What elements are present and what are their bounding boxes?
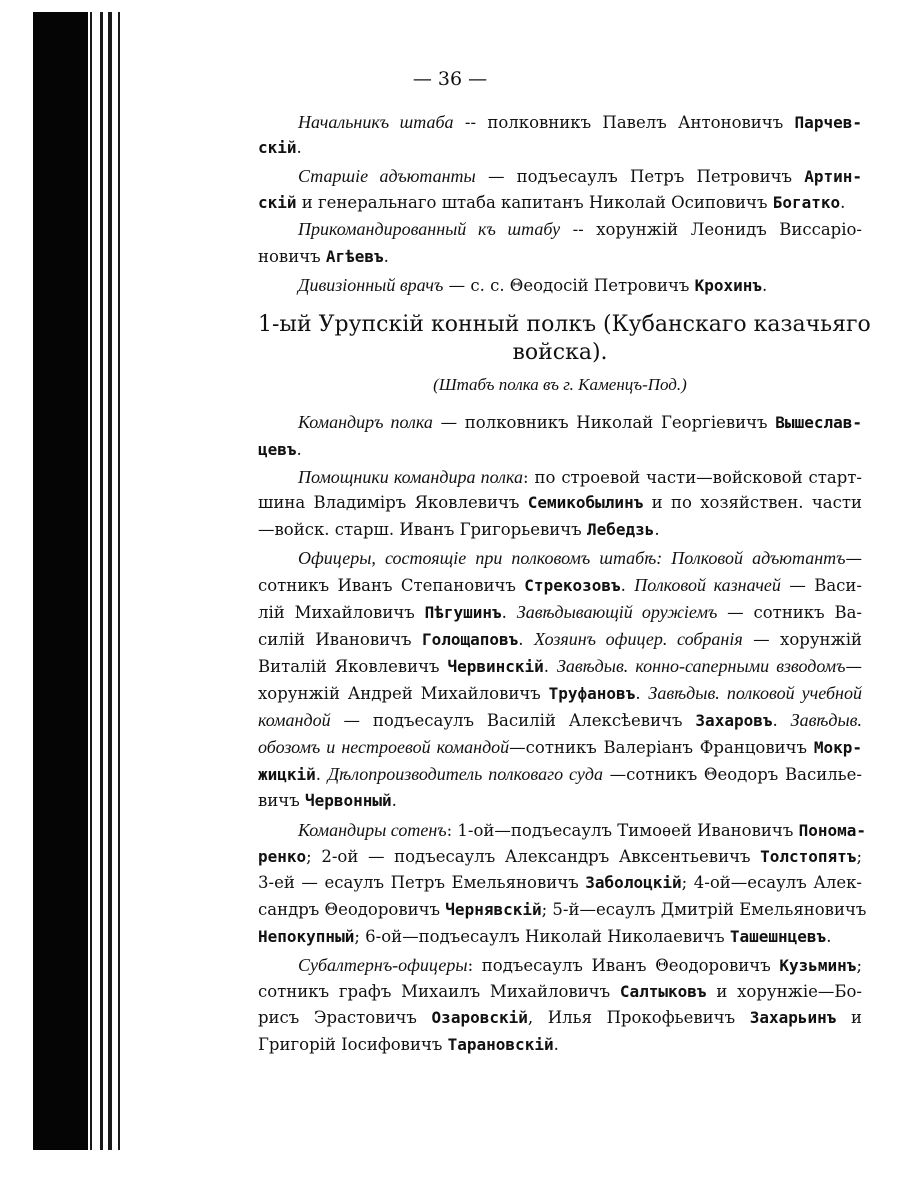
text-run: . — [762, 276, 768, 295]
text-run: лій Михайловичъ — [258, 603, 425, 622]
text-line — [298, 820, 866, 841]
text-run: новичъ — [258, 247, 326, 266]
text-line — [258, 900, 867, 920]
text-line — [258, 764, 862, 785]
binding-streak — [108, 12, 112, 1150]
text-run: 3-ей — есаулъ Петръ Емельяновичъ — [258, 873, 586, 892]
text-run: . — [296, 440, 302, 459]
text-run: : 1-ой—подъесаулъ Тимоѳей Ивановичъ — [446, 821, 799, 840]
italic-role-label: Прикомандированный къ штабу — [298, 219, 561, 239]
text-run: Виталій Яковлевичъ — [258, 657, 448, 676]
text-run: . — [826, 927, 832, 946]
text-line — [298, 166, 862, 187]
bold-surname: Богатко — [772, 193, 841, 212]
bold-surname: Червинскій — [447, 657, 544, 676]
page-number: — 36 — — [412, 68, 488, 90]
text-run: — подъесаулъ Василій Алексѣевичъ — [330, 711, 696, 730]
text-run: ; 6-ой—подъесаулъ Николай Николаевичъ — [354, 927, 730, 946]
bold-surname: Лебедзь — [586, 520, 655, 539]
text-run: —войск. старш. Иванъ Григорьевичъ — [258, 520, 587, 539]
text-line — [258, 737, 862, 758]
text-run: и хорунжіе—Бо- — [706, 982, 862, 1001]
italic-role-label: Завѣдыв. конно-саперными взводомъ — [556, 656, 846, 676]
italic-role-label: Субалтернъ-офицеры — [298, 955, 468, 975]
text-line — [298, 219, 862, 240]
text-run: — — [845, 549, 862, 568]
bold-surname: скій — [258, 193, 297, 212]
text-run: . — [543, 657, 557, 676]
italic-role-label: Помощники командира полка — [298, 467, 524, 487]
text-run: . — [315, 765, 328, 784]
bold-surname: Семикобылинъ — [527, 493, 644, 512]
text-line — [258, 520, 862, 540]
bold-surname: ренко — [258, 847, 307, 866]
text-run: Григорій Іосифовичъ — [258, 1035, 448, 1054]
text-run: — хорунжій — [742, 630, 862, 649]
bold-surname: Ташешнцевъ — [729, 927, 827, 946]
italic-role-label: Дивизіонный врачъ — [298, 275, 444, 295]
text-line — [258, 982, 862, 1002]
bold-surname: Стрекозовъ — [524, 576, 621, 595]
text-run: и — [836, 1008, 863, 1027]
text-line — [258, 710, 862, 731]
bold-surname: Захаровъ — [695, 711, 773, 730]
bold-surname: Пѣгушинъ — [424, 603, 502, 622]
bold-surname: Заболоцкій — [585, 873, 682, 892]
text-run: . — [518, 630, 534, 649]
text-run: хорунжій Андрей Михайловичъ — [258, 684, 549, 703]
text-line — [298, 548, 862, 569]
bold-surname: Захарьинъ — [749, 1008, 837, 1027]
binding-streak — [90, 12, 92, 1150]
text-run: и генеральнаго штаба капитанъ Николай Осиповичъ — [296, 193, 773, 212]
text-line — [258, 847, 862, 867]
section-heading-line-2: войска). — [512, 340, 608, 365]
text-run: —сотникъ Θеодоръ Василье- — [602, 765, 862, 784]
text-run: — полковникъ Николай Георгіевичъ — [432, 413, 776, 432]
bold-surname: жицкій — [258, 765, 316, 784]
text-line — [258, 247, 862, 267]
text-line — [258, 493, 862, 513]
bold-surname: Тарановскій — [447, 1035, 554, 1054]
text-line — [258, 791, 862, 811]
bold-surname: Озаровскій — [431, 1008, 528, 1027]
text-line — [298, 412, 862, 433]
text-run: . — [654, 520, 660, 539]
bold-surname: цевъ — [258, 440, 297, 459]
bold-surname: Мокр- — [813, 738, 862, 757]
bold-surname: Непокупный — [258, 927, 355, 946]
bold-surname: скій — [258, 138, 297, 157]
binding-streak — [100, 12, 103, 1150]
text-run: . — [383, 247, 389, 266]
italic-role-label: Хозяинъ офицер. собранія — [533, 629, 743, 649]
binding-streak — [118, 12, 120, 1150]
bold-surname: Вышеслав- — [775, 413, 862, 432]
text-run: сотникъ Иванъ Степановичъ — [258, 576, 525, 595]
text-run: ; 5-й—есаулъ Дмитрій Емельяновичъ — [541, 900, 867, 919]
text-run: сотникъ графъ Михаилъ Михайловичъ — [258, 982, 620, 1001]
text-line — [258, 927, 862, 947]
text-line — [258, 629, 862, 650]
text-run: сандръ Θеодоровичъ — [258, 900, 446, 919]
text-run: — с. с. Θеодосій Петровичъ — [443, 276, 695, 295]
text-run: , Илья Прокофьевичъ — [527, 1008, 750, 1027]
italic-role-label: Завѣдывающій оружіемъ — [516, 602, 718, 622]
text-run: -- хорунжій Леонидъ Виссаріо- — [560, 220, 862, 239]
text-run: —сотникъ Валеріанъ Францовичъ — [509, 738, 814, 757]
text-run: ; 2-ой — подъесаулъ Александръ Авксентьевичъ — [306, 847, 761, 866]
text-run: — подъесаулъ Петръ Петровичъ — [475, 167, 805, 186]
text-run: силій Ивановичъ — [258, 630, 422, 649]
text-run: : подъесаулъ Иванъ Θеодоровичъ — [467, 956, 780, 975]
text-run: ; — [856, 847, 862, 866]
text-run: ; 4-ой—есаулъ Алек- — [681, 873, 863, 892]
bold-surname: Понома- — [798, 821, 866, 840]
text-line — [258, 440, 862, 460]
text-run: — — [845, 657, 862, 676]
text-run: . — [553, 1035, 559, 1054]
italic-role-label: Дѣлопроизводитель полковаго суда — [327, 764, 603, 784]
bold-surname: Голощаповъ — [421, 630, 519, 649]
italic-role-label: Завѣдыв. — [790, 710, 862, 730]
bold-surname: Чернявскій — [445, 900, 542, 919]
bold-surname: Червонный — [304, 791, 392, 810]
italic-role-label: командой — [258, 710, 331, 730]
text-run: ; — [856, 956, 862, 975]
text-run: рисъ Эрастовичъ — [258, 1008, 432, 1027]
text-run: вичъ — [258, 791, 305, 810]
text-line — [298, 275, 862, 296]
book-binding-edge — [33, 12, 88, 1150]
text-run: — Васи- — [780, 576, 862, 595]
text-line — [298, 955, 862, 976]
text-run: . — [296, 138, 302, 157]
text-line — [258, 193, 862, 213]
text-line — [258, 873, 862, 893]
italic-role-label: Командиръ полка — [298, 412, 433, 432]
italic-role-label: Старшіе адъютанты — [298, 166, 476, 186]
italic-role-label: Командиры сотенъ — [298, 820, 447, 840]
section-subheading: (Штабъ полка въ г. Каменцъ-Под.) — [433, 375, 687, 394]
italic-role-label: Завѣдыв. полковой учебной — [648, 683, 862, 703]
bold-surname: Толстопятъ — [760, 847, 857, 866]
text-run: . — [772, 711, 791, 730]
text-run: — сотникъ Ва- — [717, 603, 863, 622]
text-run: . — [635, 684, 649, 703]
bold-surname: Агѣевъ — [325, 247, 384, 266]
bold-surname: Парчев- — [794, 113, 862, 132]
section-heading-line-1: 1-ый Урупскій конный полкъ (Кубанскаго казачьяго — [258, 312, 871, 337]
text-run: шина Владиміръ Яковлевичъ — [258, 493, 528, 512]
text-run: . — [840, 193, 846, 212]
bold-surname: Салтыковъ — [619, 982, 707, 1001]
text-line — [298, 112, 862, 133]
bold-surname: Кузьминъ — [779, 956, 857, 975]
text-run: -- полковникъ Павелъ Антоновичъ — [453, 113, 795, 132]
italic-role-label: Полковой казначей — [634, 575, 781, 595]
text-line — [258, 683, 862, 704]
text-line — [258, 656, 862, 677]
text-line — [258, 1008, 862, 1028]
text-run: . — [391, 791, 397, 810]
bold-surname: Артин- — [804, 167, 862, 186]
italic-role-label: обозомъ и нестроевой командой — [258, 737, 510, 757]
text-line — [258, 1035, 862, 1055]
italic-role-label: Офицеры, состоящіе при полковомъ штабѣ: Полковой адъютантъ — [298, 548, 846, 568]
bold-surname: Труфановъ — [548, 684, 636, 703]
text-run: . — [620, 576, 635, 595]
text-line — [258, 138, 862, 158]
bold-surname: Крохинъ — [694, 276, 763, 295]
text-line — [258, 602, 862, 623]
text-line — [258, 575, 862, 596]
text-line — [298, 467, 862, 488]
text-run: : по строевой части—войсковой старт- — [523, 468, 862, 487]
text-run: и по хозяйствен. части — [643, 493, 862, 512]
italic-role-label: Начальникъ штаба — [298, 112, 454, 132]
text-run: . — [501, 603, 517, 622]
